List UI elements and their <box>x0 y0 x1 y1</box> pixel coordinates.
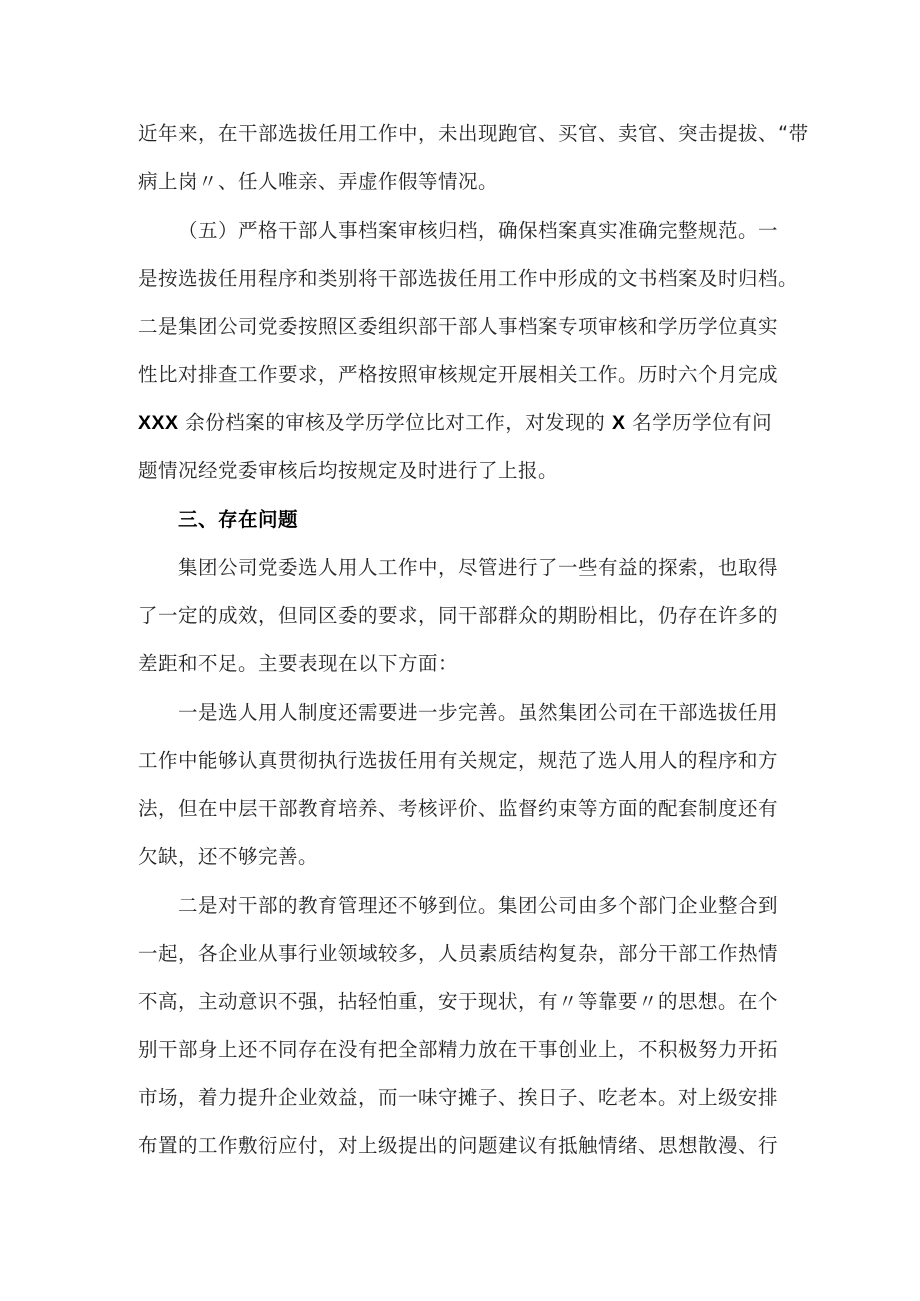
bold-count: XXX <box>138 412 179 434</box>
paragraph-line: 二是集团公司党委按照区委组织部干部人事档案专项审核和学历学位真实 <box>138 315 779 338</box>
paragraph-line: 市场，着力提升企业效益，而一味守摊子、挨日子、吃老本。对上级安排 <box>138 1086 779 1109</box>
paragraph-line: 一起，各企业从事行业领域较多，人员素质结构复杂，部分干部工作热情 <box>138 942 779 965</box>
paragraph-line: 题情况经党委审核后均按规定及时进行了上报。 <box>138 459 559 482</box>
paragraph-line: 是按选拔任用程序和类别将干部选拔任用工作中形成的文书档案及时归档。 <box>138 267 799 290</box>
paragraph-line: 不高，主动意识不强，拈轻怕重，安于现状，有〃等靠要〃的思想。在个 <box>138 990 779 1013</box>
paragraph-line: 布置的工作敷衍应付，对上级提出的问题建议有抵触情绪、思想散漫、行 <box>138 1134 779 1157</box>
paragraph-line: 法，但在中层干部教育培养、考核评价、监督约束等方面的配套制度还有 <box>138 797 779 820</box>
paragraph-line: （五）严格干部人事档案审核归档，确保档案真实准确完整规范。一 <box>178 219 779 242</box>
line-text: 余份档案的审核及学历学位比对工作，对发现的 <box>178 411 612 434</box>
paragraph-line: 了一定的成效，但同区委的要求，同干部群众的期盼相比，仍存在许多的 <box>138 604 779 627</box>
paragraph-line: 近年来，在干部选拔任用工作中，未出现跑官、买官、卖官、突击提拔、“带 <box>138 122 809 145</box>
line-text: 名学历学位有问 <box>625 411 773 434</box>
paragraph-line: 病上岗〃、任人唯亲、弄虚作假等情况。 <box>138 170 499 193</box>
paragraph-line: 集团公司党委选人用人工作中，尽管进行了一些有益的探索，也取得 <box>178 556 779 579</box>
paragraph-line: 一是选人用人制度还需要进一步完善。虽然集团公司在干部选拔任用 <box>178 701 779 724</box>
section-heading: 三、存在问题 <box>178 508 299 531</box>
paragraph-line: 工作中能够认真贯彻执行选拔任用有关规定，规范了选人用人的程序和方 <box>138 749 779 772</box>
paragraph-line: 别干部身上还不同存在没有把全部精力放在干事创业上，不积极努力开拓 <box>138 1038 779 1061</box>
paragraph-line: 性比对排查工作要求，严格按照审核规定开展相关工作。历时六个月完成 <box>138 363 779 386</box>
paragraph-line: 二是对干部的教育管理还不够到位。集团公司由多个部门企业整合到 <box>178 894 779 917</box>
paragraph-line: 欠缺，还不够完善。 <box>138 845 319 868</box>
paragraph-line-mixed <box>138 410 788 436</box>
paragraph-line: 差距和不足。主要表现在以下方面： <box>138 652 459 675</box>
bold-count: X <box>611 412 626 434</box>
